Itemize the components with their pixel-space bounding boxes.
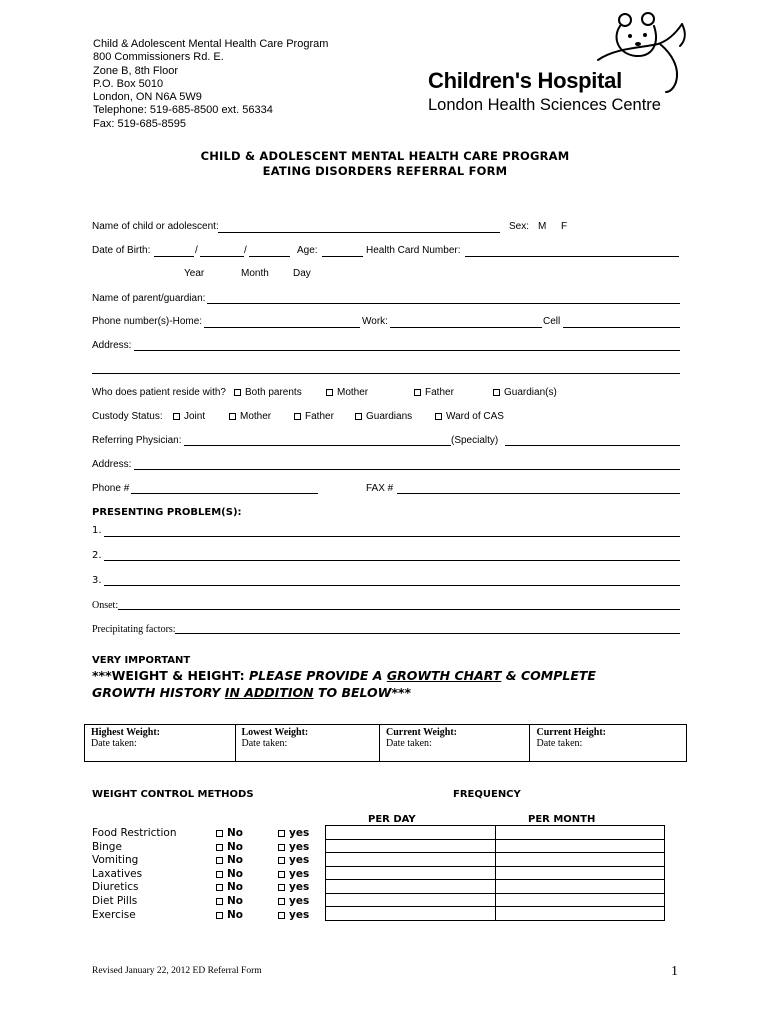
notice-part: PLEASE PROVIDE A [249,668,387,683]
onset-field[interactable] [118,609,680,610]
table-row [326,907,665,921]
current-weight-cell[interactable] [379,725,530,762]
table-row [326,880,665,894]
no-checkbox[interactable] [216,909,243,923]
option-label: Both parents [245,387,302,398]
method-list [92,827,177,922]
problem-number: 1. [92,525,102,536]
checkbox-icon [216,898,223,905]
work-label: Work: [362,316,388,327]
problem-3-field[interactable] [104,585,680,586]
notice-part: TO BELOW*** [313,685,412,700]
table-row [326,826,665,840]
per-month-heading: PER MONTH [528,814,596,825]
method-label: Exercise [92,908,136,921]
yes-options [278,827,309,922]
age-field[interactable] [322,256,363,257]
per-day-heading: PER DAY [368,814,416,825]
cell-title: Current Weight: [385,727,457,738]
frequency-heading: FREQUENCY [453,789,521,800]
checkbox-icon [216,844,223,851]
program-address [93,38,328,131]
physician-phone-field[interactable] [131,493,318,494]
phone-label: Phone # [92,483,130,494]
page-number: 1 [671,964,678,979]
per-month-cell[interactable] [495,866,665,880]
current-height-cell[interactable] [530,725,687,762]
checkbox-icon [294,413,301,420]
notice-part: GROWTH HISTORY [92,685,225,700]
custody-father-checkbox[interactable] [294,411,334,422]
parent-label: Name of parent/guardian: [92,293,206,304]
table-row [326,866,665,880]
checkbox-icon [216,871,223,878]
option-label: Guardian(s) [504,387,557,398]
yes-label: yes [289,854,310,867]
yes-checkbox[interactable] [278,895,309,909]
option-label: Mother [337,387,369,398]
reside-question: Who does patient reside with? [92,387,226,398]
yes-label: yes [289,881,310,894]
precipitating-field[interactable] [175,633,680,634]
no-label: No [227,867,244,880]
custody-joint-checkbox[interactable] [173,411,205,422]
address-line: 800 Commissioners Rd. E. [93,51,224,64]
health-card-field[interactable] [465,256,679,257]
checkbox-icon [216,857,223,864]
wcm-heading: WEIGHT CONTROL METHODS [92,789,254,800]
phone-home-field[interactable] [204,327,360,328]
checkbox-icon [173,413,180,420]
no-options [216,827,243,922]
checkbox-icon [493,389,500,396]
work-phone-field[interactable] [390,327,542,328]
checkbox-icon [216,884,223,891]
address-line: P.O. Box 5010 [93,77,164,90]
no-checkbox[interactable] [216,827,243,841]
problem-1-field[interactable] [104,536,680,537]
problem-2-field[interactable] [104,560,680,561]
parent-field[interactable] [207,303,680,304]
checkbox-icon [326,389,333,396]
yes-label: yes [289,867,310,880]
option-label: Guardians [366,411,413,422]
no-label: No [227,854,244,867]
cell-sub: Date taken: [536,738,583,749]
method-label: Diuretics [92,881,139,894]
lowest-weight-cell[interactable] [235,725,379,762]
address-line: Zone B, 8th Floor [93,64,178,77]
method-label: Vomiting [92,854,139,867]
sex-f-option[interactable]: F [561,221,568,232]
dob-day-field[interactable] [249,256,290,257]
checkbox-icon [278,844,285,851]
day-caption: Day [293,268,311,279]
age-label: Age: [297,245,318,256]
fax-label: FAX # [366,483,394,494]
table-row [326,893,665,907]
notice-part: & COMPLETE [501,668,596,683]
table-row [326,839,665,853]
option-label: Father [425,387,454,398]
custody-mother-checkbox[interactable] [229,411,271,422]
method-label: Food Restriction [92,827,177,839]
dob-label: Date of Birth: [92,245,151,256]
per-day-cell[interactable] [326,893,496,907]
checkbox-icon [355,413,362,420]
address-label: Address: [92,340,132,351]
cell-title: Highest Weight: [91,727,160,738]
method-label: Diet Pills [92,894,138,907]
yes-checkbox[interactable] [278,868,309,882]
presenting-heading: PRESENTING PROBLEM(S): [92,507,242,518]
notice-part: GROWTH CHART [386,668,502,683]
per-day-cell[interactable] [326,826,496,840]
notice-part: IN ADDITION [224,685,314,700]
physician-field[interactable] [184,445,451,446]
sex-m-option[interactable]: M [538,221,547,232]
yes-checkbox[interactable] [278,841,309,855]
reside-mother-checkbox[interactable] [326,387,368,398]
cell-phone-field[interactable] [563,327,680,328]
checkbox-icon [229,413,236,420]
reside-both-parents-checkbox[interactable] [234,387,302,398]
reside-guardians-checkbox[interactable] [493,387,557,398]
per-month-cell[interactable] [495,907,665,921]
per-month-cell[interactable] [495,853,665,867]
method-label: Laxatives [92,867,143,880]
yes-label: yes [289,827,310,839]
form-title: CHILD & ADOLESCENT MENTAL HEALTH CARE PROGRAM [200,149,570,163]
cell-title: Current Height: [536,727,606,738]
no-label: No [227,908,244,921]
dob-slash: / [244,245,247,256]
checkbox-icon [278,871,285,878]
address-line: London, ON N6A 5W9 [93,91,202,104]
option-label: Ward of CAS [446,411,504,422]
per-day-cell[interactable] [326,866,496,880]
per-month-cell[interactable] [495,880,665,894]
no-label: No [227,894,244,907]
per-month-cell[interactable] [495,826,665,840]
revision-note: Revised January 22, 2012 ED Referral Form [92,966,262,976]
physician-address-label: Address: [92,459,132,470]
specialty-field[interactable] [505,445,680,446]
custody-guardians-checkbox[interactable] [355,411,412,422]
yes-label: yes [289,894,310,907]
form-subtitle: EATING DISORDERS REFERRAL FORM [262,164,508,178]
checkbox-icon [278,898,285,905]
precipitating-label: Precipitating factors: [92,624,176,635]
checkbox-icon [414,389,421,396]
weight-height-notice [92,667,596,701]
address-line: Telephone: 519-685-8500 ext. 56334 [93,104,273,117]
dob-month-field[interactable] [200,256,244,257]
checkbox-icon [216,912,223,919]
logo-subtitle: London Health Sciences Centre [428,96,661,114]
sex-label: Sex: [509,221,530,232]
child-name-field[interactable] [218,232,500,233]
per-month-cell[interactable] [495,839,665,853]
per-day-cell[interactable] [326,839,496,853]
notice-part: ***WEIGHT & HEIGHT: [92,668,250,683]
physician-label: Referring Physician: [92,435,182,446]
address-line: Child & Adolescent Mental Health Care Program [93,38,329,50]
checkbox-icon [278,857,285,864]
method-label: Binge [92,840,122,853]
month-caption: Month [241,268,269,279]
logo-title: Children's Hospital [428,68,622,93]
checkbox-icon [278,912,285,919]
no-checkbox[interactable] [216,868,243,882]
yes-checkbox[interactable] [278,909,309,923]
address-field[interactable] [134,350,680,351]
cell-label: Cell [543,316,561,327]
health-card-label: Health Card Number: [366,245,461,256]
option-label: Joint [184,411,206,422]
yes-checkbox[interactable] [278,881,309,895]
cell-sub: Date taken: [385,738,432,749]
checkbox-icon [216,830,223,837]
specialty-label: (Specialty) [451,435,499,446]
custody-ward-checkbox[interactable] [435,411,504,422]
cell-sub: Date taken: [241,738,288,749]
option-label: Father [305,411,334,422]
dob-year-field[interactable] [154,256,194,257]
address-field-line2[interactable] [92,373,680,374]
physician-fax-field[interactable] [397,493,680,494]
option-label: Mother [240,411,272,422]
checkbox-icon [435,413,442,420]
no-checkbox[interactable] [216,895,243,909]
no-label: No [227,881,244,894]
checkbox-icon [234,389,241,396]
no-checkbox[interactable] [216,881,243,895]
yes-label: yes [289,908,310,921]
per-day-cell[interactable] [326,907,496,921]
no-label: No [227,840,244,853]
frequency-grid [325,825,665,921]
checkbox-icon [278,830,285,837]
very-important-label: VERY IMPORTANT [92,655,191,666]
highest-weight-cell[interactable] [85,725,236,762]
weight-table [84,724,687,762]
dob-slash: / [195,245,198,256]
problem-number: 2. [92,550,102,561]
per-day-cell[interactable] [326,853,496,867]
phone-home-label: Phone number(s)-Home: [92,316,203,327]
cell-sub: Date taken: [91,738,137,749]
per-month-cell[interactable] [495,893,665,907]
problem-number: 3. [92,575,102,586]
child-name-label: Name of child or adolescent: [92,221,219,232]
table-row [326,853,665,867]
no-label: No [227,827,244,839]
no-checkbox[interactable] [216,841,243,855]
checkbox-icon [278,884,285,891]
per-day-cell[interactable] [326,880,496,894]
reside-father-checkbox[interactable] [414,387,454,398]
no-checkbox[interactable] [216,854,243,868]
onset-label: Onset: [92,600,119,611]
year-caption: Year [184,268,205,279]
cell-title: Lowest Weight: [241,727,309,738]
yes-checkbox[interactable] [278,854,309,868]
yes-checkbox[interactable] [278,827,309,841]
yes-label: yes [289,840,310,853]
physician-address-field[interactable] [134,469,680,470]
address-line: Fax: 519-685-8595 [93,117,186,130]
custody-label: Custody Status: [92,411,163,422]
